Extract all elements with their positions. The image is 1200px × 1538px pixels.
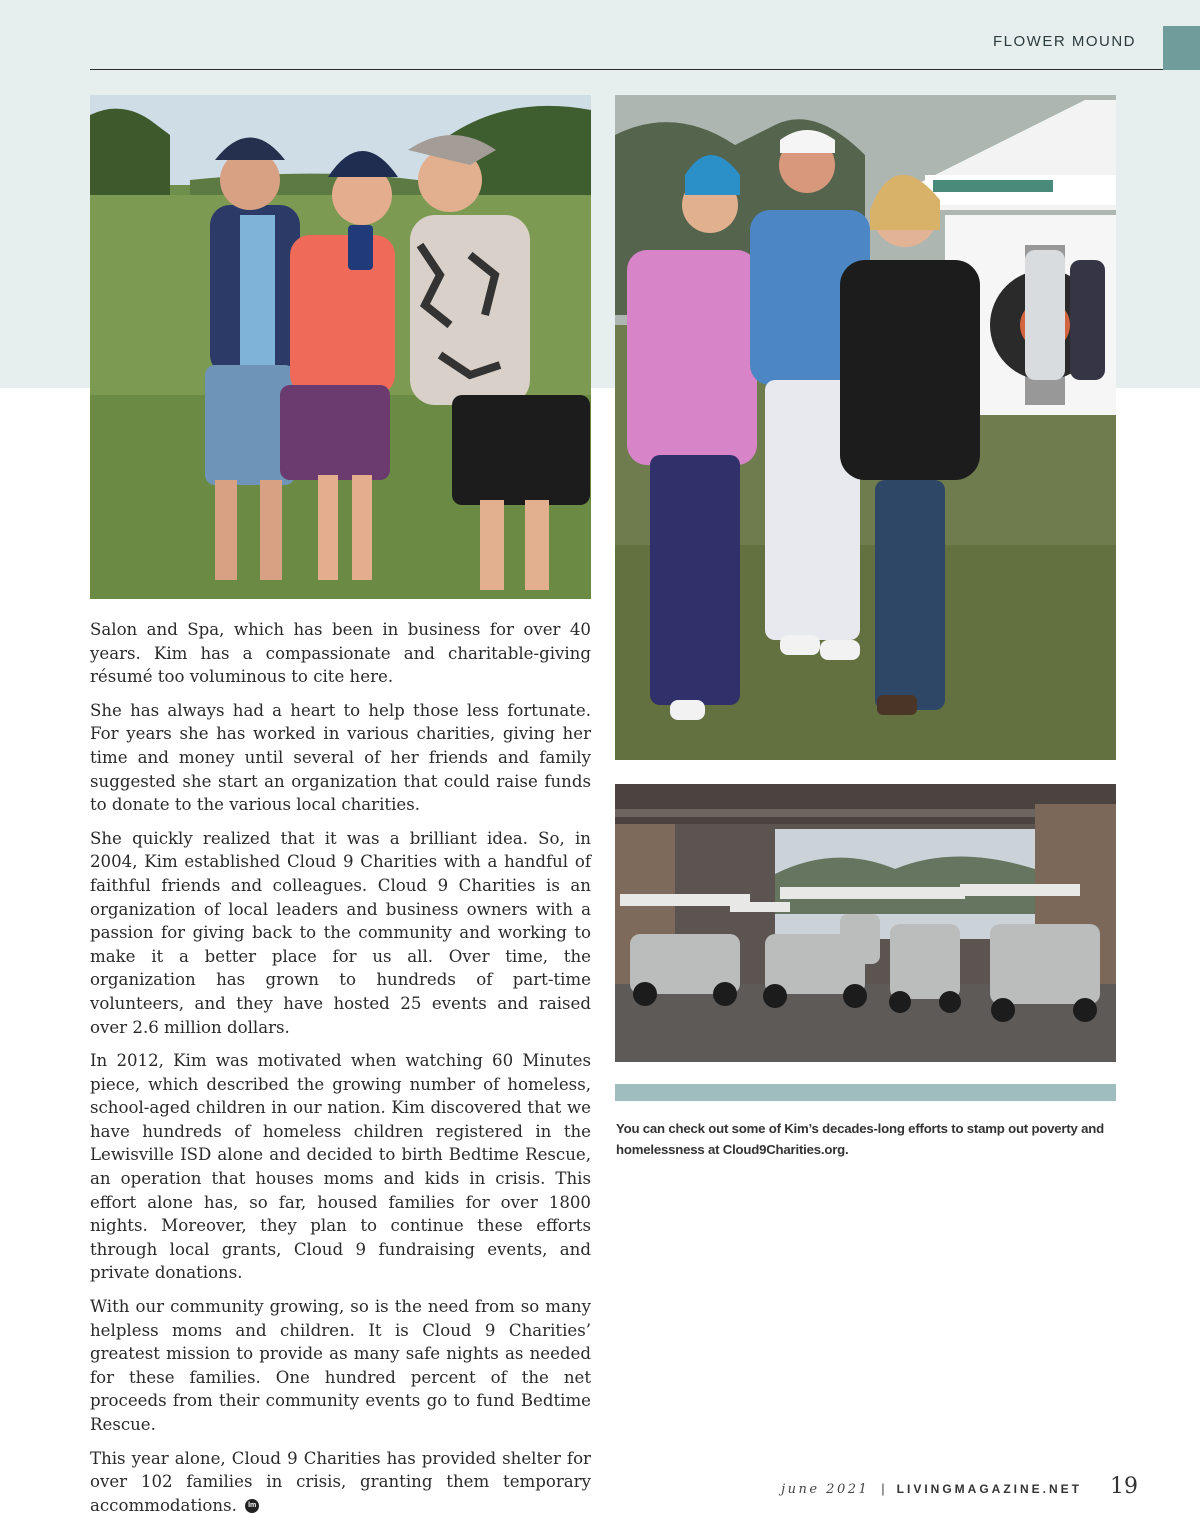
article-body xyxy=(90,618,591,1527)
photo-golf-women xyxy=(90,95,591,599)
article-paragraph: In 2012, Kim was motivated when watching 60 Minutes piece, which described the growing number of homeless, school-aged children in our nation. Kim discovered that we have hundreds of homeless children registered in the Lewisville ISD alone and decided to birth Bedtime Rescue, an operation that houses moms and kids in crisis. This effort alone has, so far, housed families for over 1800 nights. Moreover, they plan to continue these efforts through local grants, Cloud 9 fundraising events, and private donations. xyxy=(90,1051,591,1283)
photo-event-group xyxy=(615,95,1116,760)
article-paragraph: With our community growing, so is the need from so many helpless moms and children. It is Cloud 9 Charities’ greatest mission to provide as many safe nights as needed for these families. One hundred percent of the net proceeds from their community events go to fund Bedtime Rescue. xyxy=(90,1297,591,1434)
photo-icon xyxy=(615,784,1116,1062)
corner-tab xyxy=(1163,26,1200,70)
footer-separator: | xyxy=(881,1481,885,1496)
article-paragraph-text: This year alone, Cloud 9 Charities has provided shelter for over 102 families in crisis, granting them temporary accommodations. xyxy=(90,1448,591,1515)
end-mark-icon: lm xyxy=(245,1499,259,1513)
photo-icon xyxy=(615,95,1116,760)
photo-icon xyxy=(90,95,591,599)
article-paragraph: Salon and Spa, which has been in business for over 40 years. Kim has a compassionate and charitable-giving résumé too voluminous to cite here. xyxy=(90,620,591,687)
photo-caption: You can check out some of Kim’s decades-long efforts to stamp out poverty and homelessness at Cloud9Charities.org. xyxy=(616,1121,1105,1157)
article-paragraph: She quickly realized that it was a brilliant idea. So, in 2004, Kim established Cloud 9 Charities with a handful of faithful friends and colleagues. Cloud 9 Charities is an organization of local leaders and business owners with a passion for giving back to the community and working to make it a better place for us all. Over time, the organization has grown to hundreds of part-time volunteers, and they have hosted 25 events and raised over 2.6 million dollars. xyxy=(90,828,591,1037)
caption-bar xyxy=(615,1084,1116,1101)
article-paragraph: She has always had a heart to help those less fortunate. For years she has worked in various charities, giving her time and money until several of her friends and family suggested she start an organization that could raise funds to donate to the various local charities. xyxy=(90,700,591,815)
page-footer xyxy=(781,1474,1138,1499)
header-rule xyxy=(90,69,1163,70)
issue-date: june 2021 xyxy=(781,1482,870,1497)
page-number: 19 xyxy=(1110,1474,1138,1499)
section-label: FLOWER MOUND xyxy=(993,33,1136,50)
photo-golf-carts xyxy=(615,784,1116,1062)
website-link[interactable]: LIVINGMAGAZINE.NET xyxy=(896,1482,1082,1496)
article-paragraph-last xyxy=(90,1447,591,1518)
